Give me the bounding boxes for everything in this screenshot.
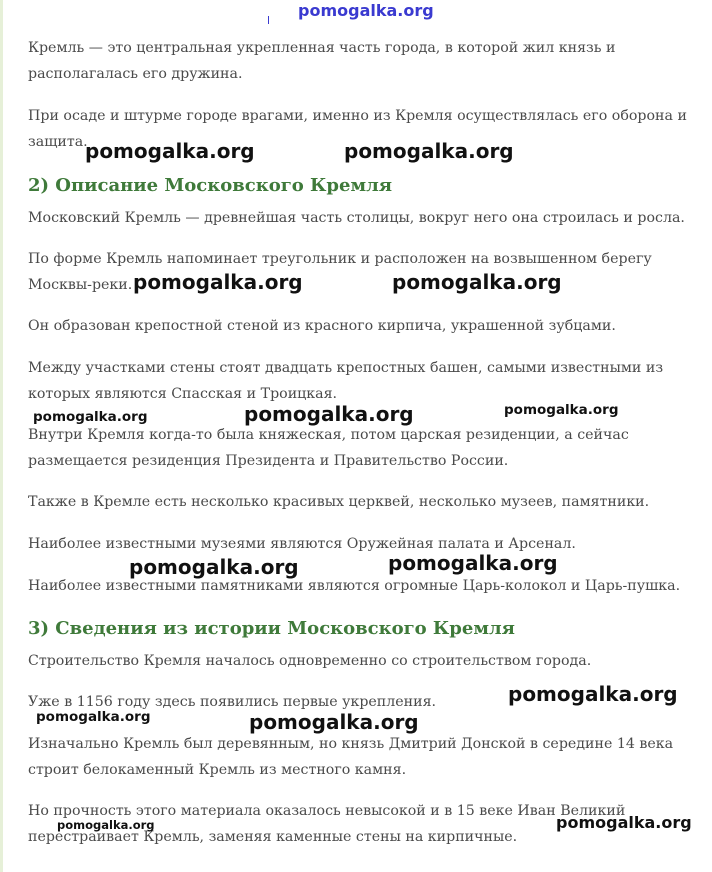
heading-history: 3) Сведения из истории Московского Кремля: [28, 618, 515, 639]
paragraph-defense: При осаде и штурме городе врагами, именно из Кремля осуществлялась его оборона и защита.: [28, 108, 687, 150]
paragraph-1156: Уже в 1156 году здесь появились первые укрепления.: [28, 694, 437, 710]
paragraph-kremlin-definition: Кремль — это центральная укрепленная часть города, в которой жил князь и располагалась его дружина.: [28, 40, 616, 82]
watermark: pomogalka.org: [388, 551, 558, 575]
watermark: pomogalka.org: [249, 710, 419, 734]
watermark: pomogalka.org: [133, 270, 303, 294]
watermark: pomogalka.org: [36, 709, 151, 725]
paragraph-monuments: Наиболее известными памятниками являются огромные Царь-колокол и Царь-пушка.: [28, 578, 681, 594]
watermark-top: pomogalka.org: [298, 1, 434, 20]
watermark: pomogalka.org: [57, 818, 155, 832]
watermark: pomogalka.org: [508, 682, 678, 706]
cursor-mark: [268, 16, 269, 24]
watermark: pomogalka.org: [129, 555, 299, 579]
paragraph-wall: Он образован крепостной стеной из красного кирпича, украшенной зубцами.: [28, 318, 616, 334]
paragraph-wooden: Изначально Кремль был деревянным, но князь Дмитрий Донской в середине 14 века строит белокаменный Кремль из местного камня.: [28, 736, 674, 778]
paragraph-construction: Строительство Кремля началось одновременно со строительством города.: [28, 653, 592, 669]
paragraph-residence: Внутри Кремля когда-то была княжеская, потом царская резиденции, а сейчас размещается резиденция Президента и Правительство России.: [28, 427, 629, 469]
watermark: pomogalka.org: [556, 813, 692, 832]
watermark: pomogalka.org: [344, 139, 514, 163]
watermark: pomogalka.org: [85, 139, 255, 163]
paragraph-churches: Также в Кремле есть несколько красивых церквей, несколько музеев, памятники.: [28, 494, 650, 510]
paragraph-oldest-part: Московский Кремль — древнейшая часть столицы, вокруг него она строилась и росла.: [28, 210, 685, 226]
left-border: [0, 0, 3, 872]
watermark: pomogalka.org: [392, 270, 562, 294]
paragraph-brick: Но прочность этого материала оказалось невысокой и в 15 веке Иван Великий перестраивает Кремль, заменяя каменные стены на кирпичные.: [28, 803, 626, 845]
paragraph-shape: По форме Кремль напоминает треугольник и расположен на возвышенном берегу Москвы-реки.: [28, 251, 652, 293]
watermark: pomogalka.org: [244, 402, 414, 426]
paragraph-towers: Между участками стены стоят двадцать крепостных башен, самыми известными из которых являются Спасская и Троицкая.: [28, 360, 664, 402]
heading-description: 2) Описание Московского Кремля: [28, 175, 393, 196]
paragraph-museums: Наиболее известными музеями являются Оружейная палата и Арсенал.: [28, 536, 576, 552]
watermark: pomogalka.org: [504, 402, 619, 418]
watermark: pomogalka.org: [33, 409, 148, 425]
